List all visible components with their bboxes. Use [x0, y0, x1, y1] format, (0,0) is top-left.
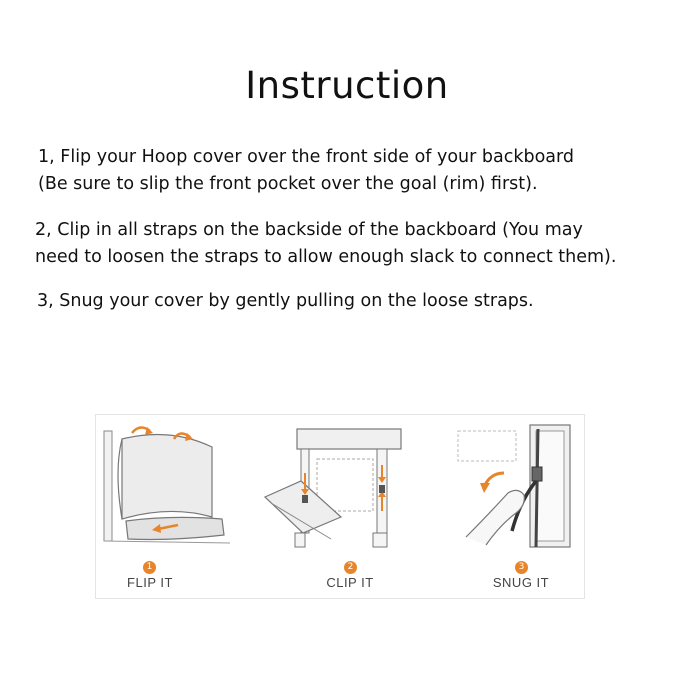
instruction-step-1 [38, 144, 574, 198]
clip-it-caption: CLIP IT [326, 575, 374, 590]
instruction-illustration [95, 414, 585, 599]
step-1-line-1: 1, Flip your Hoop cover over the front side of your backboard [38, 147, 575, 167]
flip-it-caption: FLIP IT [127, 575, 173, 590]
clip-straps-illustration [261, 421, 411, 561]
instruction-step-2 [35, 217, 616, 271]
page-title: Instruction [245, 64, 449, 107]
snug-straps-illustration [426, 421, 576, 561]
step-number-badge-3: 3 [515, 561, 528, 574]
step-1-line-2: (Be sure to slip the front pocket over the goal (rim) first). [38, 174, 538, 194]
step-2-line-2: need to loosen the straps to allow enough slack to connect them). [35, 247, 617, 267]
step-number-badge-2: 2 [344, 561, 357, 574]
step-2-line-1: 2, Clip in all straps on the backside of the backboard (You may [35, 220, 583, 240]
snug-it-caption: SNUG IT [492, 575, 550, 590]
flip-cover-illustration [100, 421, 250, 561]
step-number-badge-1: 1 [143, 561, 156, 574]
step-3-line-1: 3, Snug your cover by gently pulling on the loose straps. [37, 291, 534, 311]
instruction-step-3 [37, 288, 534, 315]
